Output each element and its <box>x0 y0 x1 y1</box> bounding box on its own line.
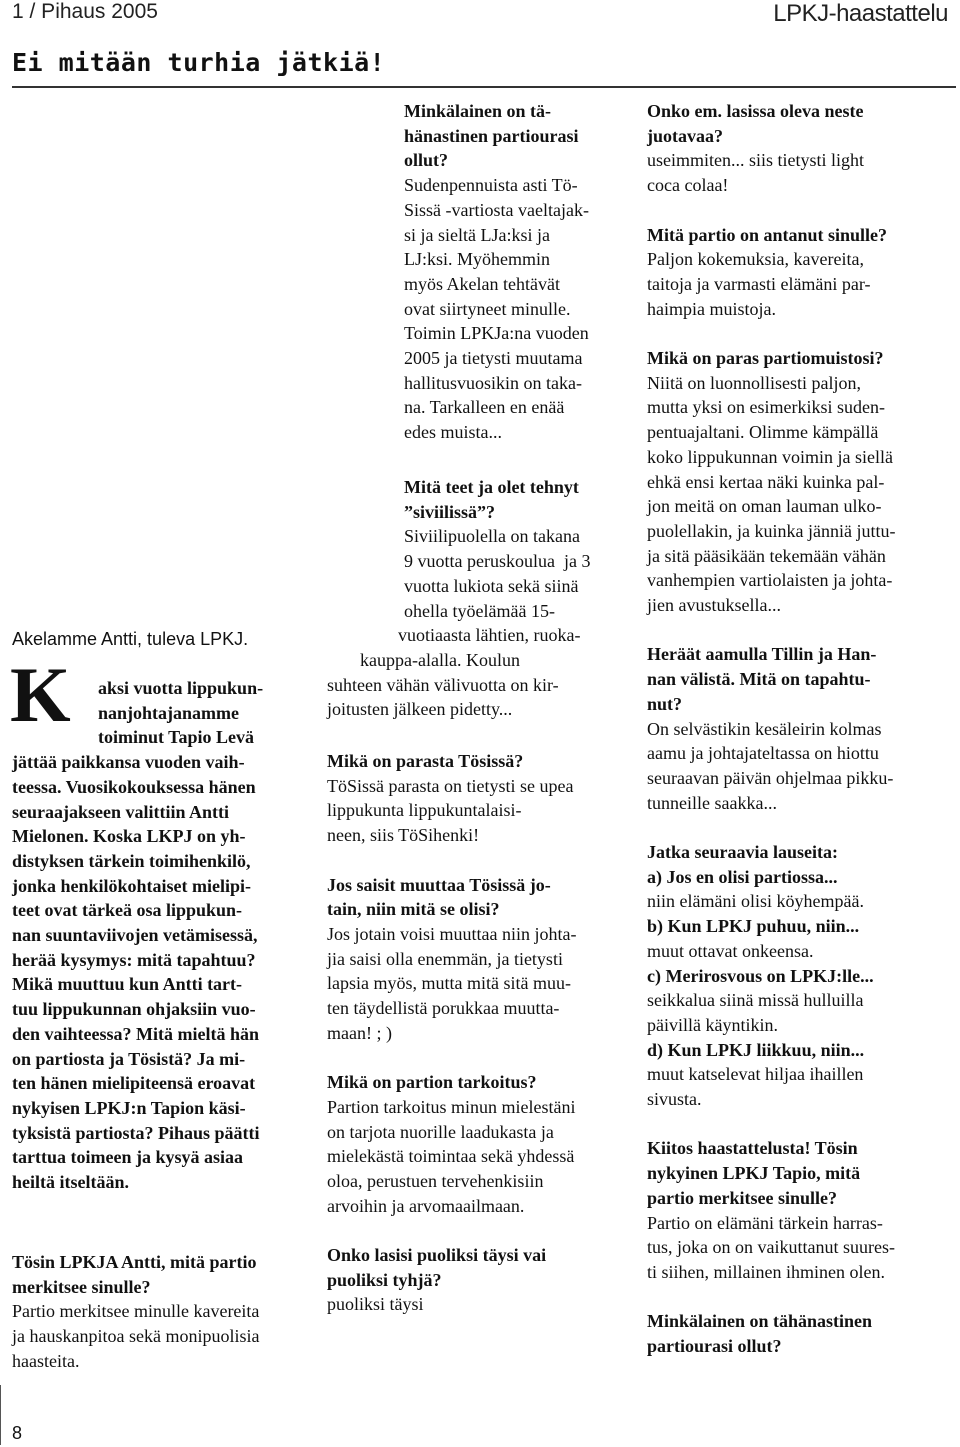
drop-cap: K <box>10 651 71 738</box>
header-rule <box>12 86 956 88</box>
qa-block-col3: Onko em. lasissa oleva neste juotavaa? useimmiten... siis tietysti light coca colaa! Mitä partio on antanut sinulle? Paljon kokemuksia, kavereita, taitoja ja varmasti elämäni par- haimpia muistoja. Mikä on paras partiomuistosi? Niitä on luonnollisesti paljon, mutta yksi on esimerkiksi suden- pentuajaltani. Olimme kämpällä koko lippukunnan voimin ja siellä ehkä ensi kertaa näki kuinka pal- jon meitä on oman lauman ulko- puolellakin, ja kuinka jänniä juttu- ja sitä pääsikään tekemään vähän vanhempien vartiolaisten ja johta- jien avustuksella... Heräät aamulla Tillin ja Han- nan välistä. Mitä on tapahtu- nut? On selvästikin kesäleirin kolmas aamu ja johtajateltassa on hiottu seuraavan päivän ohjelmaa pikku- tunneille saakka... Jatka seuraavia lauseita: a) Jos en olisi partiossa... niin elämäni olisi köyhempää. b) Kun LPKJ puhuu, niin... muut ottavat onkeensa. c) Merirosvous on LPKJ:lle... seikkalua siinä missä hulluilla päivillä käyntikin. d) Kun LPKJ liikkuu, niin... muut katselevat hiljaa ihaillen sivusta. Kiitos haastattelusta! Tösin nykyinen LPKJ Tapio, mitä partio merkitsee sinulle? Partio on elämäni tärkein harras- tus, joka on on vaikuttanut suures- ti siihen, millainen ihminen olen. Minkälainen on tähänastinen partiourasi ollut? <box>647 101 896 1357</box>
intro-paragraph: aksi vuotta lippukun- nanjohtajanamme toiminut Tapio Levä jättää paikkansa vuoden vaih- teessa. Vuosikokouksessa hänen seuraajakseen valittiin Antti Mielonen. Koska LKPJ on yh- distyksen tärkein toimihenkilö, jonka henkilökohtaiset mielipi- teet ovat tärkeä osa lippukun- nan suuntaviivojen vetämisessä, herää kysymys: mitä tapahtuu? Mikä muuttuu kun Antti tart- tuu lippukunnan ohjaksiin vuo- den vaihteessa? Mitä mieltä hän on partiosta ja Tösistä? Ja mi- ten hänen mielipiteensä eroavat nykyisen LPKJ:n Tapion käsi- tyksistä partiosta? Pihaus päätti tarttua toimeen ja kysyä asiaa heiltä itseltään. <box>12 678 264 1193</box>
lede-title: Akelamme Antti, tuleva LPKJ. <box>12 629 249 649</box>
footer-rule <box>0 1385 1 1445</box>
qa-block-col2-civil: Mitä teet ja olet tehnyt ”siviilissä”? Siviilipuolella on takana 9 vuotta peruskoulua ja 3 vuotta lukiota sekä siinä ohella työelämää 15- vuotiaasta lähtien, ruoka- kauppa-alalla. Koulun suhteen vähän välivuotta on kir- joitusten jälkeen pidetty... <box>327 477 591 720</box>
qa-block-col1: Tösin LPKJA Antti, mitä partio merkitsee sinulle? Partio merkitsee minulle kavereita ja hauskanpitoa sekä monipuolisia haasteita. <box>12 1252 260 1371</box>
qa-block-col2-bottom: Mikä on parasta Tösissä? TöSissä parasta on tietysti se upea lippukunta lippukuntalaisi- neen, siis TöSihenki! Jos saisit muuttaa Tösissä jo- tain, niin mitä se olisi? Jos jotain voisi muuttaa niin johta- jia saisi olla enemmän, ja tietysti lapsia myös, mutta mitä sitä muu- ten täydellistä porukkaa muutta- maan! ; ) Mikä on partion tarkoitus? Partion tarkoitus minun mielestäni on tarjota nuorille laadukasta ja mielekästä toimintaa sekä yhdessä oloa, perustuen tervehenkisiin arvoihin ja arvomaailmaan. Onko lasisi puoliksi täysi vai puoliksi tyhjä? puoliksi täysi <box>327 751 577 1315</box>
section-label: LPKJ-haastattelu <box>773 0 948 27</box>
qa-block-col2-top: Minkälainen on tä- hänastinen partiourasi ollut? Sudenpennuista asti Tö- Sissä -vartiosta vaeltajak- si ja sieltä LJa:ksi ja LJ:ksi. Myöhemmin myös Akelan tehtävät ovat siirtyneet minulle. Toimin LPKJa:na vuoden 2005 ja tietysti muutama hallitusvuosikin on taka- na. Tarkalleen en enää edes muista... <box>404 101 589 443</box>
article-title: Ei mitään turhia jätkiä! <box>12 48 386 77</box>
issue-label: 1 / Pihaus 2005 <box>12 0 158 23</box>
page-number: 8 <box>12 1423 23 1443</box>
